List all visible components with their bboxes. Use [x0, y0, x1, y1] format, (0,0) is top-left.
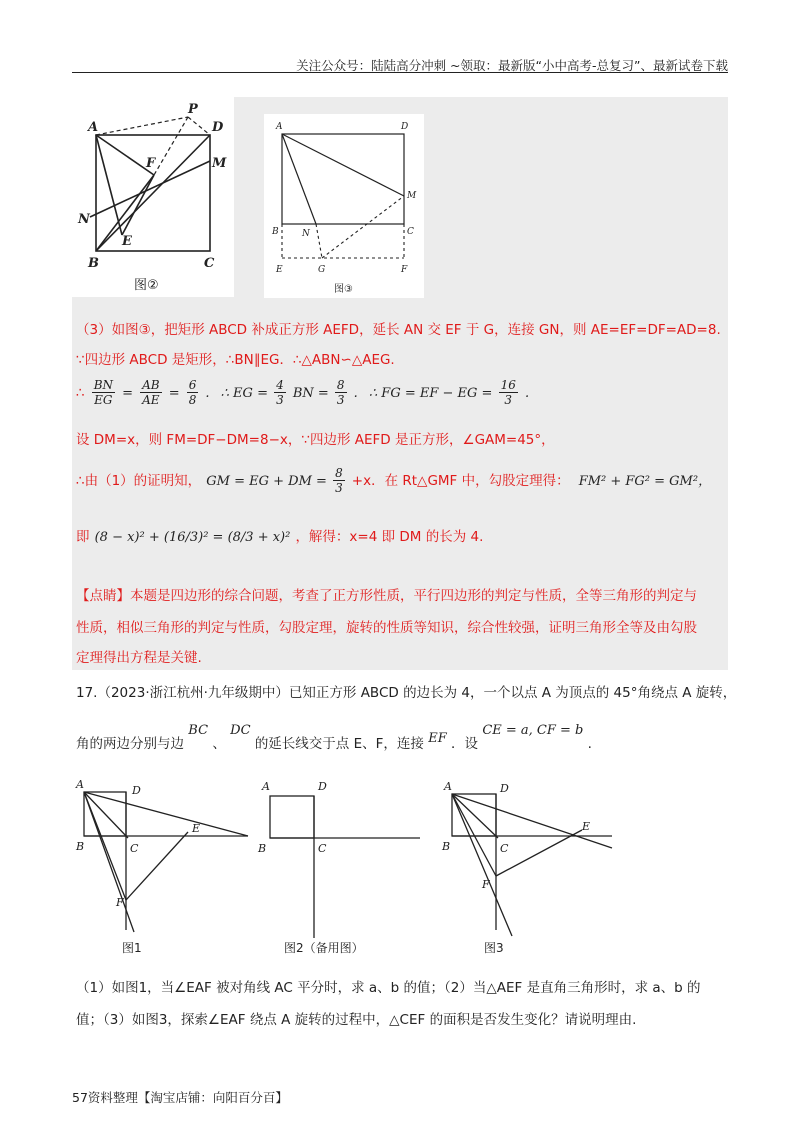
problem-17-figure-2 — [270, 796, 420, 938]
svg-text:E: E — [192, 822, 201, 835]
solution-line-3: ∴ $\frac{BN}{EG}$ = $\frac{AB}{AE}$ = $\frac{6}{8}$ . ∴ EG = $\frac{4}{3}$ BN = $\frac{8}{3}$ . ∴ FG = EF − EG = $\frac{16}{3}$ . — [76, 378, 530, 407]
comment-title: 【点睛】 — [76, 588, 130, 604]
problem-17-question-1: （1）如图1，当∠EAF 被对角线 AC 平分时，求 a、b 的值；（2）当△AEF 是直角三角形时，求 a、b 的 — [76, 980, 701, 996]
problem-17-figure-3-caption: 图3 — [484, 941, 504, 955]
fig3-label-E: E — [276, 265, 283, 275]
fig3-label-M: M — [407, 191, 417, 201]
svg-text:B: B — [258, 842, 267, 855]
fraction-16-3: $\frac{16}{3}$ — [500, 378, 516, 407]
svg-text:A: A — [76, 778, 84, 791]
footer-text: 资料整理【淘宝店铺：向阳百分百】 — [87, 1090, 288, 1105]
svg-text:B: B — [76, 840, 85, 853]
fraction-6-8: $\frac{6}{8}$ — [188, 378, 197, 407]
svg-text:A: A — [262, 780, 270, 793]
svg-text:D: D — [318, 780, 327, 793]
fig3-label-D: D — [401, 122, 409, 132]
figure-3 — [264, 114, 424, 298]
fraction-8-3-b: $\frac{8}{3}$ — [335, 466, 343, 495]
fig2-label-C: C — [204, 256, 215, 271]
comment-line-2: 性质，相似三角形的判定与性质，勾股定理，旋转的性质等知识，综合性较强，证明三角形全等及由勾股 — [76, 620, 697, 636]
fraction-ab-ae: $\frac{AB}{AE}$ — [142, 378, 160, 407]
eg-expression: ∴ EG = — [220, 386, 273, 401]
solution-line-6: 即 (8 − x)² + (16/3)² = (8/3 + x)² ，解得：x=4 即 DM 的长为 4. — [76, 529, 484, 545]
problem-17-figure-1-caption: 图1 — [122, 941, 142, 955]
pythagorean-equation: FM² + FG² = GM²， — [578, 474, 712, 489]
fig2-label-N: N — [78, 212, 90, 227]
fig3-caption: 图③ — [334, 284, 353, 295]
svg-text:B: B — [442, 840, 451, 853]
solution-equation: (8 − x)² + (16/3)² = (8/3 + x)² — [94, 530, 291, 545]
problem-17-figure-1 — [84, 792, 248, 932]
therefore-symbol: ∴ — [76, 385, 85, 401]
problem-17-question-2: 值；（3）如图3，探索∠EAF 绕点 A 旋转的过程中，△CEF 的面积是否发生变化？请说明理由. — [76, 1012, 637, 1028]
page-number: 57 — [72, 1090, 88, 1105]
figure-2 — [72, 97, 234, 297]
fig3-label-A: A — [276, 122, 283, 132]
svg-text:E: E — [582, 820, 591, 833]
fig2-label-E: E — [122, 234, 132, 249]
fraction-bn-eg: $\frac{BN}{EG}$ — [93, 378, 114, 407]
svg-text:A: A — [444, 780, 452, 793]
fig3-label-G: G — [318, 265, 326, 275]
fig3-label-B: B — [272, 227, 279, 237]
fig2-label-F: F — [146, 156, 156, 171]
fig2-label-B: B — [88, 256, 99, 271]
solution-line-4: 设 DM=x，则 FM=DF−DM=8−x，∵四边形 AEFD 是正方形，∠GAM=45°， — [76, 432, 555, 448]
problem-17-line-2: 角的两边分别与边 BC 、 DC 的延长线交于点 E、F，连接 EF ．设 CE = a, CF = b . — [76, 723, 592, 752]
fg-expression: ∴ FG = EF − EG = — [368, 386, 497, 401]
comment-line-1: 【点睛】本题是四边形的综合问题，考查了正方形性质，平行四边形的判定与性质，全等三角形的判定与 — [76, 588, 697, 604]
header-rule — [72, 72, 728, 73]
fig3-label-N: N — [302, 229, 310, 239]
svg-text:C: C — [130, 842, 139, 855]
fig2-label-P: P — [188, 102, 198, 117]
fraction-8-3: $\frac{8}{3}$ — [336, 378, 345, 407]
page-footer — [72, 1088, 288, 1106]
svg-text:F: F — [482, 878, 490, 891]
svg-text:C: C — [318, 842, 327, 855]
solution-line-5: ∴由（1）的证明知， GM = EG + DM = $\frac{8}{3}$ +x．在 Rt△GMF 中，勾股定理得： FM² + FG² = GM²， — [76, 466, 712, 495]
fig3-label-C: C — [407, 227, 414, 237]
fig2-label-A: A — [88, 120, 99, 135]
svg-text:F: F — [116, 896, 124, 909]
page-header: 关注公众号：陆陆高分冲刺 ~领取：最新版“小中高考-总复习”、最新试卷下载 — [296, 58, 728, 73]
fig3-label-F: F — [401, 265, 408, 275]
fig2-label-D: D — [212, 120, 224, 135]
problem-17-figure-2-caption: 图2（备用图） — [284, 941, 364, 955]
svg-text:D: D — [500, 782, 509, 795]
figure-3-diagram — [264, 114, 424, 298]
fig2-label-M: M — [212, 156, 227, 171]
svg-text:D: D — [132, 784, 141, 797]
fraction-4-3: $\frac{4}{3}$ — [276, 378, 284, 407]
figure-2-diagram — [72, 97, 234, 297]
solution-line-1: （3）如图③，把矩形 ABCD 补成正方形 AEFD，延长 AN 交 EF 于 G，连接 GN，则 AE=EF=DF=AD=8. — [76, 322, 721, 338]
fig2-caption: 图② — [134, 278, 159, 293]
problem-17-figures — [72, 770, 732, 970]
solution-line-2: ∵四边形 ABCD 是矩形，∴BN∥EG．∴△ABN∽△AEG. — [76, 352, 395, 368]
gm-expression: GM = EG + DM = — [206, 474, 332, 489]
problem-17-line-1: 17.（2023·浙江杭州·九年级期中）已知正方形 ABCD 的边长为 4，一个以点 A 为顶点的 45°角绕点 A 旋转， — [76, 685, 737, 701]
comment-line-3: 定理得出方程是关键. — [76, 650, 202, 666]
problem-17-figure-3 — [452, 794, 612, 936]
svg-text:C: C — [500, 842, 509, 855]
bn-expression: BN = — [292, 386, 333, 401]
